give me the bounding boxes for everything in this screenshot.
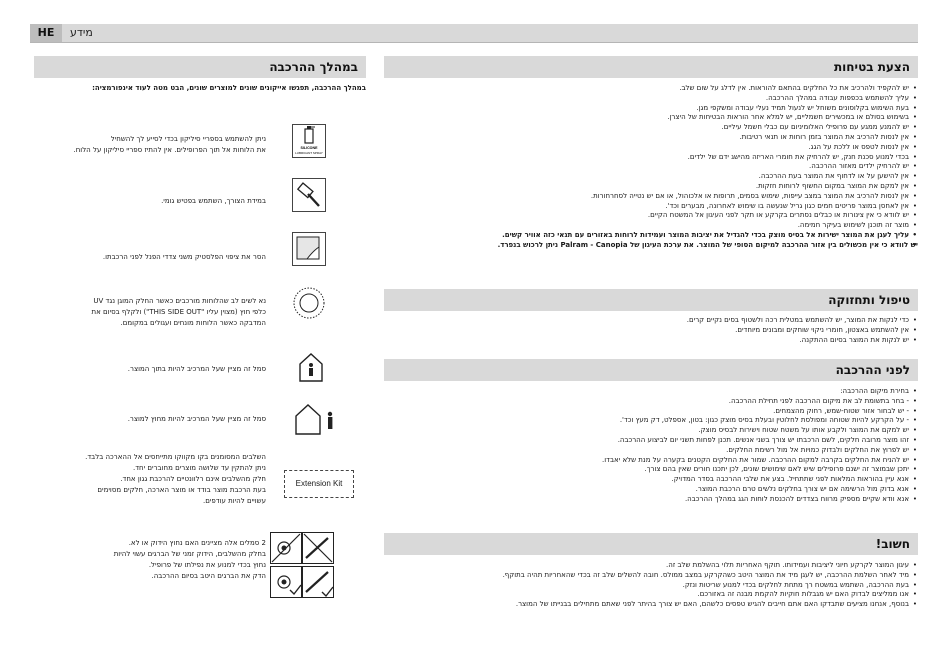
top-bar: [30, 24, 918, 43]
person-inside-text: [34, 364, 266, 375]
extension-kit-text: [34, 452, 266, 507]
text-line: הסר את ציפוי הפלסטיק משני צדדי הפנל לפני הרכבתו.: [102, 253, 266, 261]
list-item: • - בחר בתשומת לב את מיקום ההרכבה לפני תחילת ההרכבה.: [386, 397, 918, 407]
text-line: הדק את הברגים היטב בסיום ההרכבה.: [151, 572, 266, 580]
text-line: 2 סמלים אלה מציינים האם נחוץ הידוק או לא.: [128, 539, 266, 547]
safety-list: [386, 84, 918, 251]
safety-header: הצעת בטיחות: [384, 56, 918, 78]
text-line: בחלק מהשלבים, הידוק זמני של הברגים עשוי להיות: [113, 550, 266, 558]
list-item: • אנו ממליצים לבדוק האם יש מגבלות חוקיות להקמת מבנה זה באזורכם.: [386, 590, 918, 600]
list-item: • אין להישען על או לדחוף את המוצר בעת ההרכבה.: [386, 172, 918, 182]
bolt-tighten-text: [34, 538, 266, 582]
list-item: • אנא עיין בהוראות המלאות לפני שתתחיל. בצע את שלבי ההרכבה בסדר המדויק.: [386, 475, 918, 485]
uv-sun-text: [34, 296, 266, 329]
rubber-mallet-icon: [292, 178, 326, 212]
list-item: • יש לפרוץ את החלקים ולבדוק כמויות אל מול רשימת החלקים.: [386, 446, 918, 456]
list-item: • יש להקפיד ולהרכיב את כל החלקים בהתאם להוראות. אין לדלג על שום שלב.: [386, 84, 918, 94]
text-line: את הלוחות אל תוך הפרופילים. אין להתיז ספריי סיליקון על הלוח.: [73, 146, 266, 154]
text-line: נחוץ בכדי למנוע את נפילתו של פרופיל.: [148, 561, 266, 569]
list-item: • מוצר זה תוכנן לשימוש בעיקר חמימה.: [386, 221, 918, 231]
important-header: חשוב!: [384, 533, 918, 555]
list-item: • עליך להשתמש בכפפות עבודה במהלך ההרכבה.: [386, 94, 918, 104]
list-item: • בחירת מיקום ההרכבה:: [386, 387, 918, 397]
text-line: ניתן להשתמש בספריי סיליקון בכדי לסייע לך להשחיל: [110, 135, 266, 143]
text-line: השלבים המסומנים בקו מקווקו מתייחסים אל ההארכה בלבד.: [85, 453, 266, 461]
list-item: • בשימוש בסולם או במכשירים חשמליים, יש למלא אחר הוראות הבטיחות של היצרן.: [386, 113, 918, 123]
care-header: טיפול ותחזוקה: [384, 289, 918, 311]
list-item: • בכדי למנוע סכנת חנק, יש להרחיק את חומרי האריזה מהישג ידם של ילדים.: [386, 153, 918, 163]
before-assembly-header: לפני ההרכבה: [384, 359, 918, 381]
list-item: • אנא וודא שקיים מספיק מרווח בצדדים להכנסת לוחות הגג במהלך ההרכבה.: [386, 495, 918, 505]
list-item-bold: • עליך לעגן את המוצר ישירות אל בסיס מוצק בכדי להגדיל את יציבות המוצר ועמידות לרוחות באזורים עם תנאי כזה אוויר קשים.: [386, 231, 918, 241]
list-item: • אין להשתמש באצטון, חומרי ניקוי שוחקים ומבונים מיוחדים.: [386, 326, 918, 336]
text-line: ניתן להתקין עד שלושה מוצרים מחוברים יחד.: [132, 464, 266, 472]
list-item: • יש להרחיק ילדים מאזור ההרכבה.: [386, 162, 918, 172]
list-item: • עיגון המוצר לקרקע חיוני ליציבות ועמידותו. תוקף האחריות תלוי בהשלמת שלב זה.: [386, 561, 918, 571]
top-bar-title: מידע: [70, 26, 93, 39]
list-item-bold: • יש לוודא כי אין מכשולים בין אזור ההרכבה למיקום הסופי של המוצר. את ערכת העיגון של Palram - Canopia ניתן לרכוש בנפרד.: [386, 241, 918, 251]
list-item: • יש למקם את המוצר ולקבע אותו על משטח שטוח וישירות לבסיס מוצק.: [386, 426, 918, 436]
silicone-spray-icon: [292, 124, 326, 158]
important-list: [386, 561, 918, 610]
text-line: בעת הרכבת מוצר בודד או מוצר הארכה, חלקים מסוימים: [97, 486, 266, 494]
peel-film-text: [34, 252, 266, 263]
person-outside-text: [34, 414, 266, 425]
person-outside-icon: [294, 402, 342, 436]
list-item: • יתכן שבמוצר זה ישנם פרופילים שיש לאם שימושים שונים, לכן יתכנו חורים שאין בהם צורך.: [386, 465, 918, 475]
peel-film-icon: [292, 232, 326, 266]
list-item: • אין למקם את המוצר במקום החשוף לרוחות חזקות.: [386, 182, 918, 192]
language-tab[interactable]: HE: [30, 24, 62, 42]
list-item: • אין לאחסן במוצר פריטים חמים כגון גריל שנעשה בו שימוש לאחרונה, מבערים וכד'.: [386, 202, 918, 212]
list-item: • בעת השימוש בקלוסונים משוחל יש לנעול תמיד נעלי עבודה ומשקפי מגן.: [386, 104, 918, 114]
list-item: • מיד לאחר השלמת ההרכבה, יש לעגן מיד את המוצר היטב כשהקרקע במצב ממולס. חובה להשלים שלב זה בכדי שהאחריות תהיה בתוקף.: [386, 571, 918, 581]
list-item: • בעת ההרכבה, השתמש במשטח רך מתחת לחלקים בכדי למנוע שריטות ונזק.: [386, 581, 918, 591]
uv-sun-icon: [292, 286, 326, 320]
text-line: נא לשים לב שהלוחות מורכבים כאשר החלק המוגן נגד UV: [93, 297, 266, 305]
person-inside-icon: [298, 352, 324, 382]
text-line: המדבקה כאשר הלוחות מונחים ועגולים במקומם.: [120, 319, 266, 327]
list-item: • אין לנסות להרכיב את המוצר במצב עייפות, שימוש בסמים, תרופות או אלכוהול, או אם יש נטייה לסחרחורות.: [386, 192, 918, 202]
text-line: סמל זה מציין שעל המרכיב להיות בתוך המוצר.: [127, 365, 266, 373]
list-item: • אין לנסות לטפס או ללכת על הגג.: [386, 143, 918, 153]
text-line: חלק מהשלבים אינם רלוונטיים להרכבת גגון אחד.: [120, 475, 266, 483]
care-list: [386, 316, 918, 345]
list-item: • זהו מוצר מרובה חלקים, לשם הרכבתו יש צורך בשני אנשים. תכנן לפחות תשני יום לביצוע ההרכבה.: [386, 436, 918, 446]
silicone-spray-text: [34, 134, 266, 156]
bolt-tighten-icon: [270, 532, 334, 598]
rubber-mallet-text: [34, 196, 266, 207]
list-item: • אין לנסות להרכיב את המוצר בזמן רוחות או תנאי רטיבות.: [386, 133, 918, 143]
extension-kit-icon: Extension Kit: [284, 470, 354, 498]
list-item: • יש לנקות את המוצר בסיום ההתקנה.: [386, 336, 918, 346]
list-item: • בנוסף, אנחנו מציעים שתבדקו האם אתם חייבים להגיש טפסים כלשהם, האם יש צורך בהיתר לפני שאתם מתחילים בבנייתו של המוצר.: [386, 600, 918, 610]
text-line: עשויים להיות עודפים.: [202, 497, 266, 505]
silicone-label: SILICONE: [300, 146, 318, 150]
text-line: במידת הצורך, השתמש בפטיש גומי.: [161, 197, 266, 205]
list-item: • כדי לנקות את המוצר, יש להשתמש במטלית רכה ולשטוף בסים נקיים קרים.: [386, 316, 918, 326]
spray-label: LUBRICANT SPRAY: [295, 151, 323, 155]
list-item: • יש להמנע ממגע עם פרופילי האלומיניום עם כבלי חשמל עיליים.: [386, 123, 918, 133]
list-item: • יש להניח את החלקים בקרבה למקום ההרכבה. שמור את החלקים הקטנים בקערה על מנת שלא יאבדו.: [386, 456, 918, 466]
text-line: סמל זה מציין שעל המרכיב להיות מחוץ למוצר.: [127, 415, 266, 423]
during-assembly-header: במהלך ההרכבה: [34, 56, 366, 78]
list-item: • אנא בדוק מול הרשימה אם יש צורך בחלקים נלשים טרם הרכבת המוצר.: [386, 485, 918, 495]
list-item: • - יש לבחור אזור שטוח-שמש, רחוק מהצמחים.: [386, 407, 918, 417]
text-line: כלפי חוץ (מצוין עליו "THIS SIDE OUT") ולקלף בסיום את: [91, 308, 266, 316]
before-assembly-list: [386, 387, 918, 505]
list-item: • יש לוודא כי אין צינורות או כבלים נסתרים בקרקע או תקר לפני העיגון אל המשטח הקיים.: [386, 211, 918, 221]
list-item: • - על הקרקע להיות שטוחה ומפולסת לחלוטין ובעלת בסיס מוצק כגון: בטון, אספלט, דק מעץ וכד'.: [386, 416, 918, 426]
during-assembly-intro: במהלך ההרכבה, תפגשו אייקונים שונים למוצרים שונים, הבט מטה לעוד אינפורמציה:: [92, 84, 366, 92]
